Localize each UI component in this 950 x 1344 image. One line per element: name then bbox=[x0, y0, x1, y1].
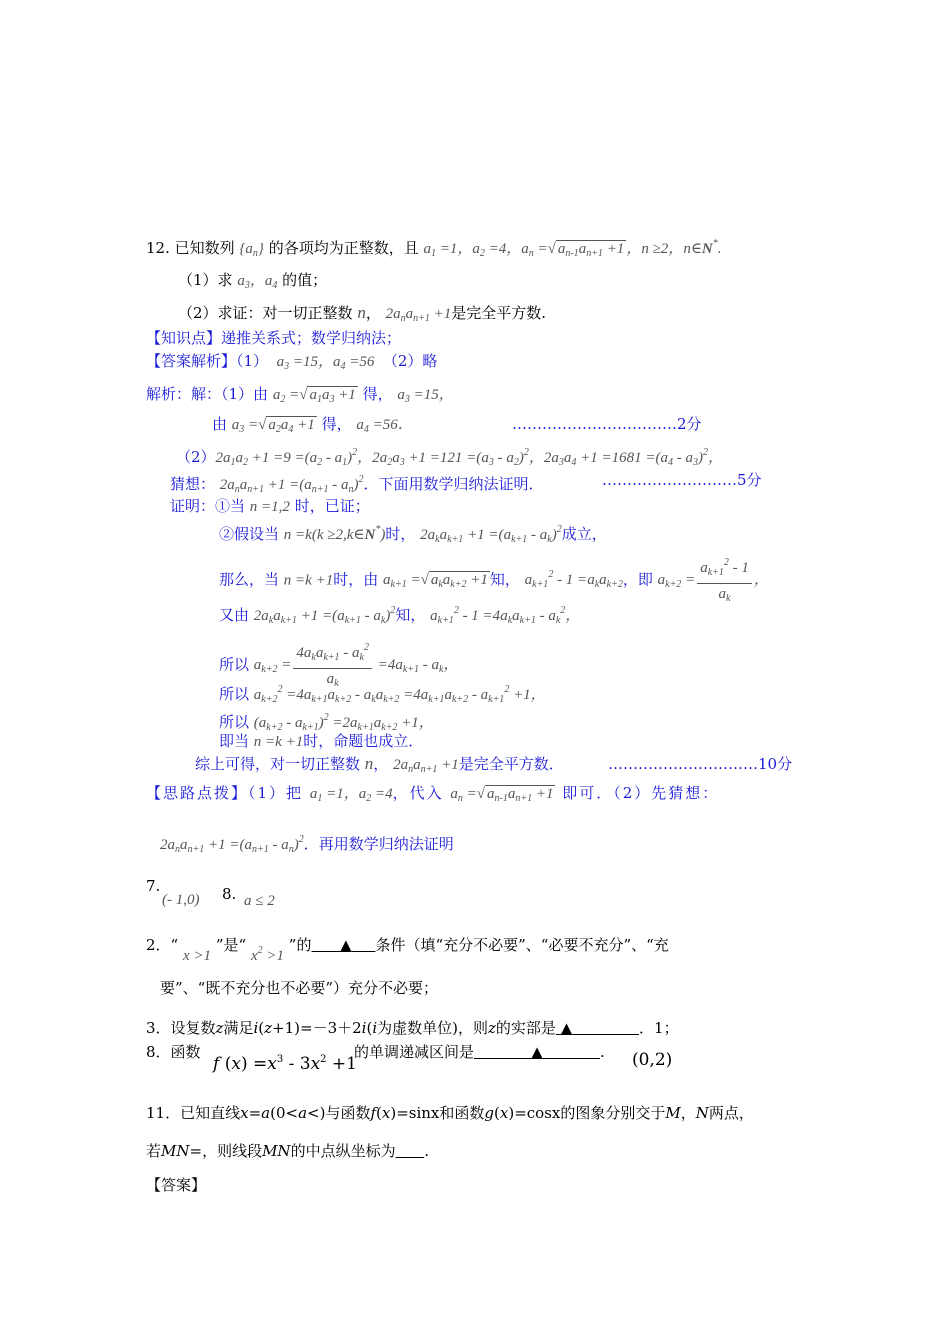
proof-step-6: 所以 $a_{k+2}^2 =4a_{k+1}a_{k+2} - a_ka_{k+2} =4a_{k+1}a_{k+2} - a_{k+1}^2 +1$， bbox=[219, 684, 546, 705]
proof-step-2: ②假设当 n =k(k ≥2,k∈N*)时， $2a_ka_{k+1} +1 =(a_{k+1} - a_k)^2$成立， bbox=[219, 524, 607, 545]
guess-line: 猜想： $2a_na_{n+1} +1 =(a_{n+1} - a_n)^2$．下面用数学归纳法证明． bbox=[170, 474, 544, 495]
score-2: ……………………………2分 bbox=[512, 415, 702, 433]
q12-part2: （2）求证：对一切正整数 n， $2a_na_{n+1} +1$是完全平方数. bbox=[178, 303, 547, 324]
proof-step-1: 证明：①当 n =1,2 时，已证； bbox=[170, 497, 370, 515]
score-10: …………………………10分 bbox=[608, 755, 793, 773]
hint-line: 【思路点拨】（1）把 $a_1 =1$，$a_2 =4$，代入 $a_n$ =√ $a_{n-1}a_{n+1} +1$ 即可．（2）先猜想： bbox=[146, 784, 720, 804]
proof-step-8: 即当 n =k +1时，命题也成立． bbox=[219, 732, 424, 750]
knowledge-line: 【知识点】递推关系式；数学归纳法； bbox=[146, 329, 402, 347]
summary-line: 综上可得，对一切正整数 n， $2a_na_{n+1} +1$是完全平方数． bbox=[195, 754, 564, 775]
q2-line-1: 2．“ x >1 ”是“ $x^2 >1$ ”的 ▲ 条件（填“充分不必要”、“必要不充分”、“充 bbox=[146, 936, 669, 964]
solution-line-1: 解析：解：（1）由 $a_2$ =√ $a_1a_3 +1$ 得， $a_3 =15$， bbox=[146, 385, 454, 405]
q8b-function: f $(x) =x^3 - 3x^2 +1$ bbox=[213, 1054, 357, 1074]
q7-answer: (- 1,0) bbox=[162, 892, 200, 908]
q3-line: 3．设复数z满足i(z+1)=－3＋2i(i为虚数单位)，则z的实部是 ▲ ．1； bbox=[146, 1019, 679, 1037]
solution-line-2: 由 $a_3$ =√ $a_2a_4 +1$ 得， $a_4 =56$． bbox=[212, 415, 413, 435]
q8b-rest: 的单调递减区间是 ▲ . bbox=[354, 1043, 605, 1061]
solution-line-3: $(2)2a_1a_2 +1 =9 =(a_2 - a_1)^2$，$2a_2a_3 +1 =121 =(a_3 - a_2)^2$，$2a_3a_4 +1 =1681 =(a_4 - a_3)^2$， bbox=[176, 447, 723, 468]
hint-line-2: $2a_na_{n+1} +1 =(a_{n+1} - a_n)^2$．再用数学归纳法证明 bbox=[160, 834, 454, 855]
q8-answer: a ≤ 2 bbox=[244, 893, 275, 909]
proof-step-3: 那么，当 n =k +1时，由 $a_{k+1}$ =√ $a_ka_{k+2} +1$ 知， $a_{k+1}^2 - 1 =a_ka_{k+2}$，即 $a_{k+2}$ = $\frac{a_{k+1}^2 - 1}{a_k}$ ， bbox=[219, 553, 769, 609]
q11-line-1: 11．已知直线x=a(0<a<)与函数f(x)=sinx和函数g(x)=cosx的图象分别交于M，N两点， bbox=[146, 1104, 754, 1122]
proof-step-4: 又由 $2a_ka_{k+1} +1 =(a_{k+1} - a_k)^2$知， $a_{k+1}^2 - 1 =4a_ka_{k+1} - a_k^2$， bbox=[219, 605, 581, 626]
q11-answer-tag: 【答案】 bbox=[146, 1176, 207, 1194]
proof-step-5: 所以 $a_{k+2}$ = $\frac{4a_ka_{k+1} - a_k^2}{a_k}$ $=4a_{k+1} - a_k$， bbox=[219, 638, 458, 694]
score-5: ………………………5分 bbox=[602, 471, 762, 489]
q8b-line: 8．函数 bbox=[146, 1043, 201, 1061]
q7-label: 7. bbox=[146, 877, 161, 895]
q8b-answer: (0,2) bbox=[632, 1050, 673, 1070]
q11-line-2: 若MN=，则线段MN的中点纵坐标为 . bbox=[146, 1142, 429, 1160]
q2-line-2: 要”、“既不充分也不必要”）充分不必要； bbox=[160, 979, 439, 997]
q12-stem: 12. 已知数列 $\{a_n\}$ 的各项均为正整数，且 $a_1 =1$，$a_2 =4$，$a_n$ =√ $a_{n-1}a_{n+1} +1$ ，n ≥2，n∈N*. bbox=[146, 238, 722, 259]
proof-step-7: 所以 $(a_{k+2} - a_{k+1})^2 =2a_{k+1}a_{k+2} +1$， bbox=[219, 712, 434, 733]
answer-line: 【答案解析】（1） $a_3 =15$，$a_4 =56$ （2）略 bbox=[146, 352, 438, 372]
q8-label: 8. bbox=[222, 885, 237, 903]
q12-part1: （1）求 $a_3$，$a_4$ 的值； bbox=[178, 271, 328, 291]
